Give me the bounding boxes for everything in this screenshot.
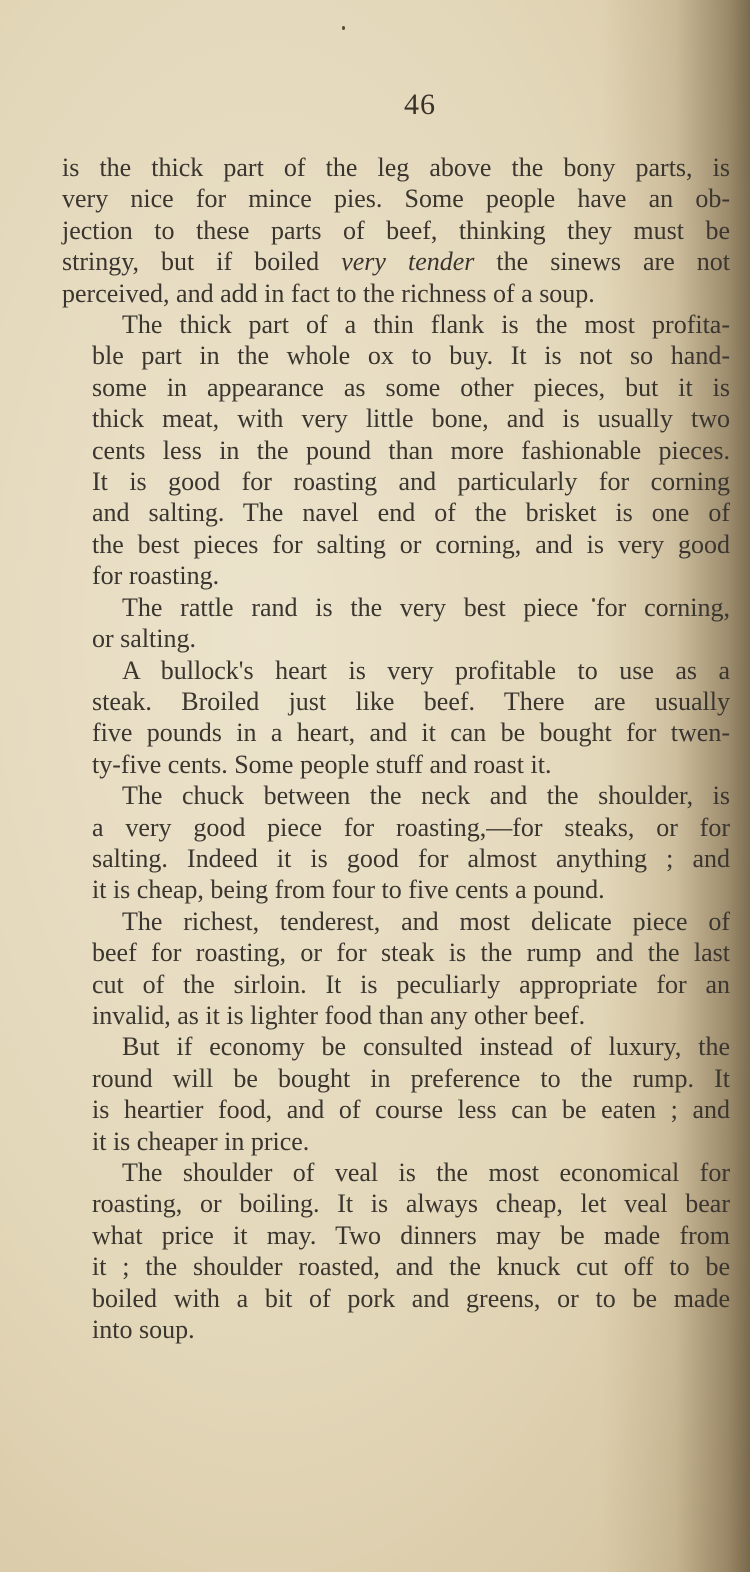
text-line: beef for roasting, or for steak is the rump and the last — [92, 938, 730, 968]
text-line: But if economy be consulted instead of luxury, the — [122, 1032, 730, 1062]
text-line: invalid, as it is lighter food than any other beef. — [92, 1000, 586, 1030]
text-line: it ; the shoulder roasted, and the knuck cut off to be — [92, 1252, 730, 1282]
text-line: The chuck between the neck and the shoulder, is — [122, 781, 730, 811]
text-line: jection to these parts of beef, thinking they must be — [62, 215, 730, 245]
text-line: ty-five cents. Some people stuff and roast it. — [92, 749, 552, 779]
text-line: ble part in the whole ox to buy. It is not so hand- — [92, 341, 730, 371]
text-line: The thick part of a thin flank is the most profita- — [122, 310, 730, 340]
text-line: cents less in the pound than more fashionable pieces. — [92, 435, 730, 465]
paragraph — [62, 592, 730, 655]
text-line: into soup. — [92, 1315, 195, 1345]
text-line: very nice for mince pies. Some people have an ob- — [62, 184, 730, 214]
paragraph — [62, 906, 730, 1032]
text-line: some in appearance as some other pieces, but it is — [92, 372, 730, 402]
ink-speck — [342, 26, 345, 30]
text-line: salting. Indeed it is good for almost anything ; and — [92, 843, 730, 873]
text-line: The richest, tenderest, and most delicate piece of — [122, 906, 730, 936]
text-line: is the thick part of the leg above the bony parts, is — [62, 153, 730, 182]
paragraph — [62, 1031, 730, 1157]
paragraph — [62, 780, 730, 906]
text-line: It is good for roasting and particularly for corning — [92, 467, 730, 497]
paragraph — [62, 655, 730, 781]
text-line: The rattle rand is the very best piece for corning, — [122, 592, 730, 622]
paragraph — [62, 309, 730, 592]
text-line: perceived, and add in fact to the richness of a soup. — [62, 278, 595, 308]
paragraph — [62, 1157, 730, 1345]
text-line: The shoulder of veal is the most economical for — [122, 1158, 730, 1187]
text-line: steak. Broiled just like beef. There are usually — [92, 686, 730, 716]
text-line: boiled with a bit of pork and greens, or to be made — [92, 1283, 730, 1313]
text-line: roasting, or boiling. It is always cheap, let veal bear — [92, 1189, 730, 1219]
paragraph — [62, 152, 730, 309]
text-line: A bullock's heart is very profitable to use as a — [122, 655, 730, 685]
text-line: is heartier food, and of course less can be eaten ; and — [92, 1095, 730, 1125]
body-text — [62, 152, 730, 1345]
text-line: cut of the sirloin. It is peculiarly appropriate for an — [92, 969, 730, 999]
text-line: a very good piece for roasting,—for steaks, or for — [92, 812, 730, 842]
text-line: round will be bought in preference to the rump. It — [92, 1063, 730, 1093]
text-line: it is cheap, being from four to five cents a pound. — [92, 875, 605, 905]
text-line: stringy, but if boiled very tender the sinews are not — [62, 247, 730, 277]
text-line: it is cheaper in price. — [92, 1126, 310, 1156]
text-line: thick meat, with very little bone, and is usually two — [92, 404, 730, 434]
page-number: 46 — [404, 88, 436, 121]
text-line: and salting. The navel end of the brisket is one of — [92, 498, 730, 528]
text-line: for roasting. — [92, 561, 220, 591]
text-line: what price it may. Two dinners may be made from — [92, 1220, 730, 1250]
text-line: or salting. — [92, 624, 196, 654]
text-line: the best pieces for salting or corning, and is very good — [92, 529, 730, 559]
text-line: five pounds in a heart, and it can be bought for twen- — [92, 718, 730, 748]
emphasis-text: very tender — [341, 247, 475, 277]
